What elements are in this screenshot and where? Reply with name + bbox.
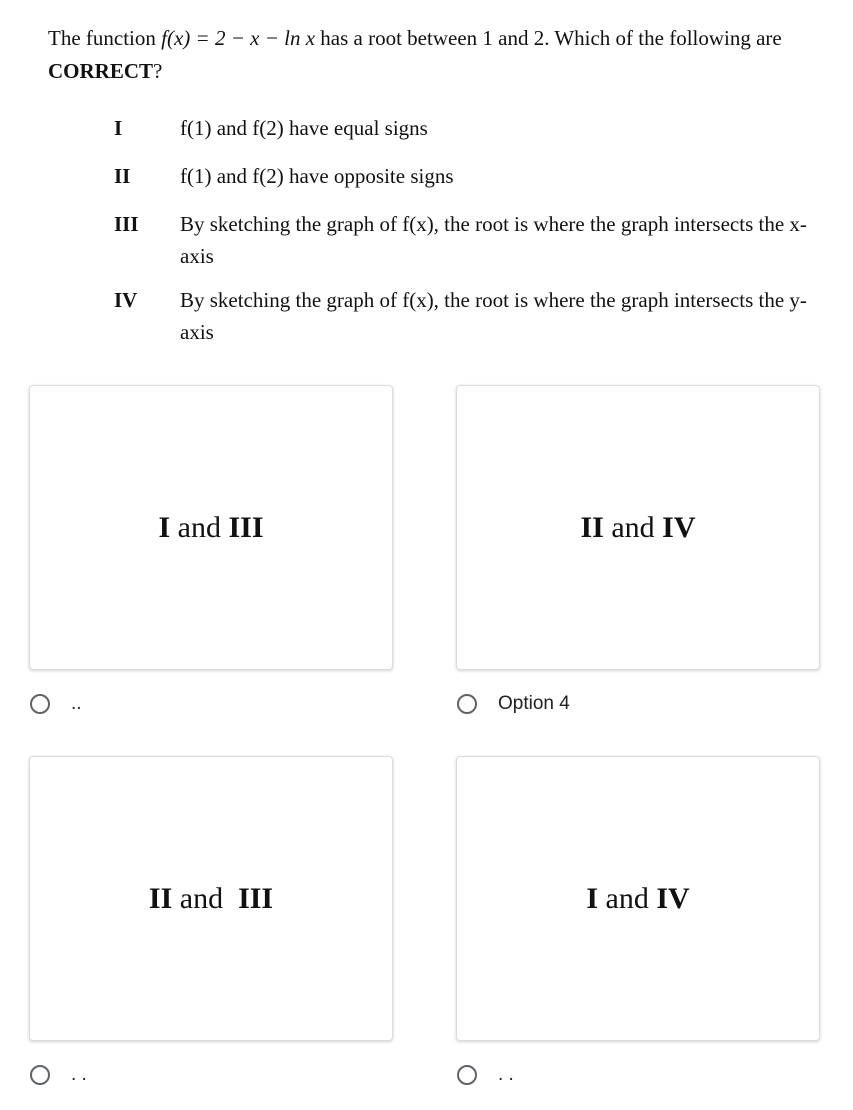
statement-text: f(1) and f(2) have opposite signs bbox=[180, 164, 454, 188]
option-card-3[interactable] bbox=[29, 756, 393, 1041]
option-label: Option 4 bbox=[498, 693, 570, 714]
option-card-label: II and III bbox=[148, 881, 274, 915]
option-radio-1[interactable] bbox=[30, 689, 82, 719]
function-expression: f(x) = 2 − x − ln x bbox=[161, 26, 316, 50]
option-label: . . bbox=[498, 1064, 514, 1085]
radio-button[interactable] bbox=[457, 694, 477, 714]
option-radio-4[interactable] bbox=[457, 1060, 514, 1090]
radio-button[interactable] bbox=[30, 1065, 50, 1085]
statement-text: f(1) and f(2) have equal signs bbox=[180, 116, 428, 140]
option-card-2[interactable] bbox=[456, 385, 820, 670]
question-suffix: has a root between 1 and 2. Which of the following are bbox=[315, 26, 782, 50]
statement-number: IV bbox=[114, 288, 138, 312]
statement-text: By sketching the graph of f(x), the root is where the graph intersects the y-axis bbox=[180, 288, 807, 344]
statement-number: I bbox=[114, 116, 123, 140]
option-radio-2[interactable] bbox=[457, 689, 570, 719]
question-prefix: The function bbox=[48, 26, 162, 50]
question-emphasis: CORRECT bbox=[48, 59, 154, 83]
option-card-4[interactable] bbox=[456, 756, 820, 1041]
statement-text: By sketching the graph of f(x), the root is where the graph intersects the x-axis bbox=[180, 212, 807, 268]
radio-button[interactable] bbox=[30, 694, 50, 714]
option-label: . . bbox=[71, 1064, 87, 1085]
question-end: ? bbox=[153, 59, 163, 83]
statement-number: II bbox=[114, 164, 131, 188]
option-card-label: I and III bbox=[158, 510, 264, 544]
option-label: .. bbox=[71, 693, 82, 714]
option-card-1[interactable] bbox=[29, 385, 393, 670]
statement-number: III bbox=[114, 212, 139, 236]
question-text bbox=[48, 22, 828, 88]
radio-button[interactable] bbox=[457, 1065, 477, 1085]
option-radio-3[interactable] bbox=[30, 1060, 87, 1090]
option-card-label: II and IV bbox=[580, 510, 696, 544]
option-card-label: I and IV bbox=[586, 881, 690, 915]
